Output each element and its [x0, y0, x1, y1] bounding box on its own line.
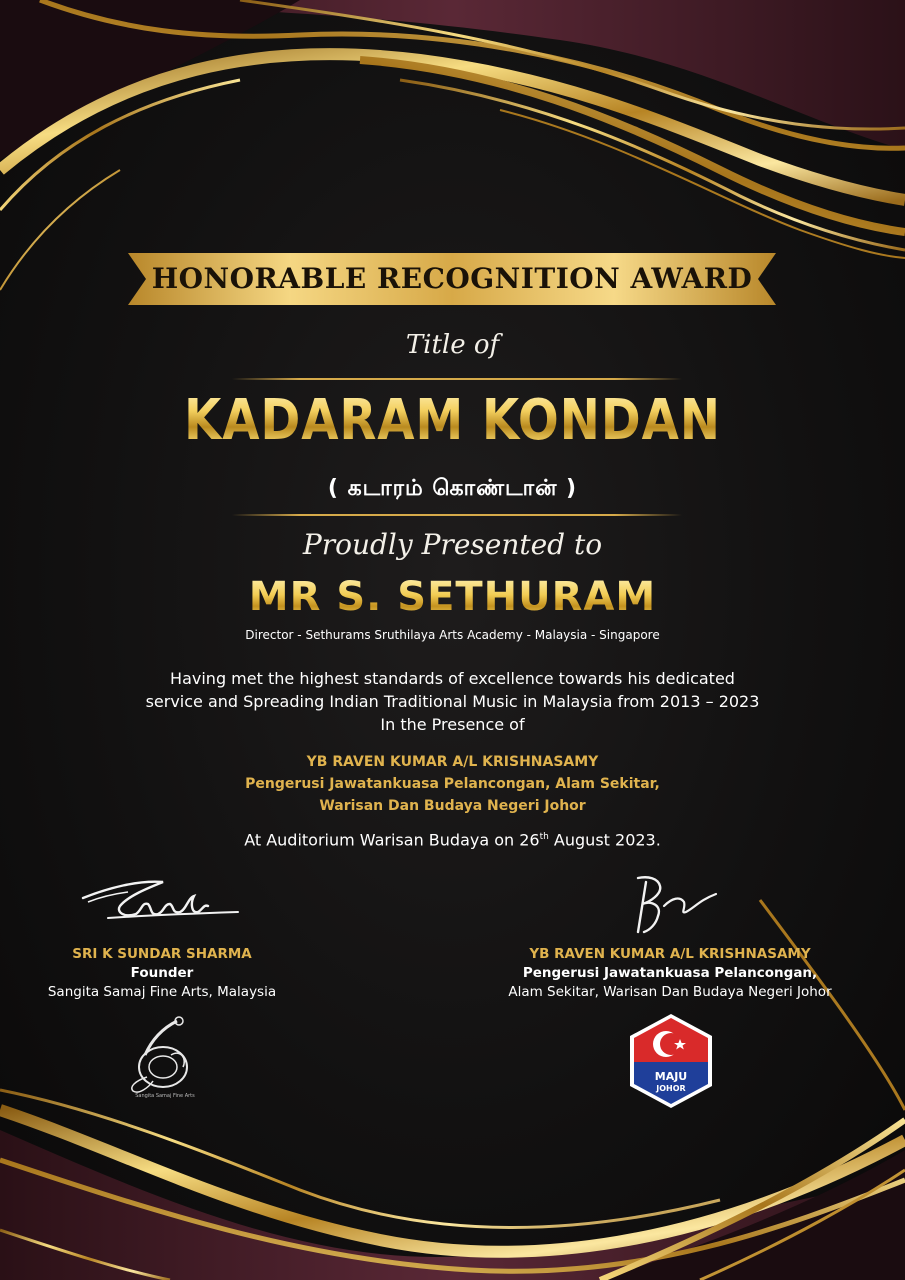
presented-label: Proudly Presented to	[302, 528, 603, 561]
right-signatory	[470, 946, 870, 1000]
maju-johor-text-2: JOHOR	[656, 1084, 686, 1093]
maju-johor-text-1: MAJU	[654, 1070, 688, 1083]
right-signature	[628, 872, 723, 937]
guest-title-line-1: Pengerusi Jawatankuasa Pelancongan, Alam Sekitar,	[245, 776, 660, 792]
award-title: KADARAM KONDAN	[63, 388, 841, 453]
maju-johor-logo	[628, 1012, 714, 1110]
right-signatory-role-line-2: Alam Sekitar, Warisan Dan Budaya Negeri Johor	[508, 984, 832, 1000]
right-signatory-role-line-1: Pengerusi Jawatankuasa Pelancongan,	[522, 965, 818, 981]
sangita-samaj-logo	[125, 1015, 205, 1100]
citation-line-1: Having met the highest standards of excellence towards his dedicated	[170, 669, 735, 688]
venue-day-suffix: th	[539, 832, 549, 842]
right-signatory-name: YB RAVEN KUMAR A/L KRISHNASAMY	[529, 946, 811, 962]
title-of-label: Title of	[405, 330, 500, 360]
left-signatory-name: SRI K SUNDAR SHARMA	[72, 946, 252, 962]
top-divider	[232, 378, 682, 380]
guest-name: YB RAVEN KUMAR A/L KRISHNASAMY	[306, 754, 599, 770]
left-signatory-role: Founder	[130, 965, 194, 981]
venue-suffix: August 2023.	[548, 830, 661, 850]
presence-label: In the Presence of	[380, 715, 525, 734]
venue-prefix: At Auditorium Warisan Budaya on 26	[244, 830, 540, 850]
award-title-tamil: ( கடாரம் கொண்டான் )	[327, 476, 578, 501]
recipient-name: MR S. SETHURAM	[0, 574, 905, 620]
left-signatory	[20, 946, 304, 1000]
guest-title-line-2: Warisan Dan Budaya Negeri Johor	[319, 798, 586, 814]
bottom-divider	[232, 514, 682, 516]
venue-date	[0, 826, 905, 851]
left-signatory-org: Sangita Samaj Fine Arts, Malaysia	[47, 984, 277, 1000]
recipient-role: Director - Sethurams Sruthilaya Arts Academy - Malaysia - Singapore	[245, 628, 660, 642]
citation-line-2: service and Spreading Indian Traditional Music in Malaysia from 2013 – 2023	[145, 692, 760, 711]
left-signature	[78, 868, 243, 938]
sangita-samaj-logo-caption: Sangita Samaj Fine Arts	[135, 1093, 195, 1099]
award-heading: HONORABLE RECOGNITION AWARD	[151, 262, 753, 295]
